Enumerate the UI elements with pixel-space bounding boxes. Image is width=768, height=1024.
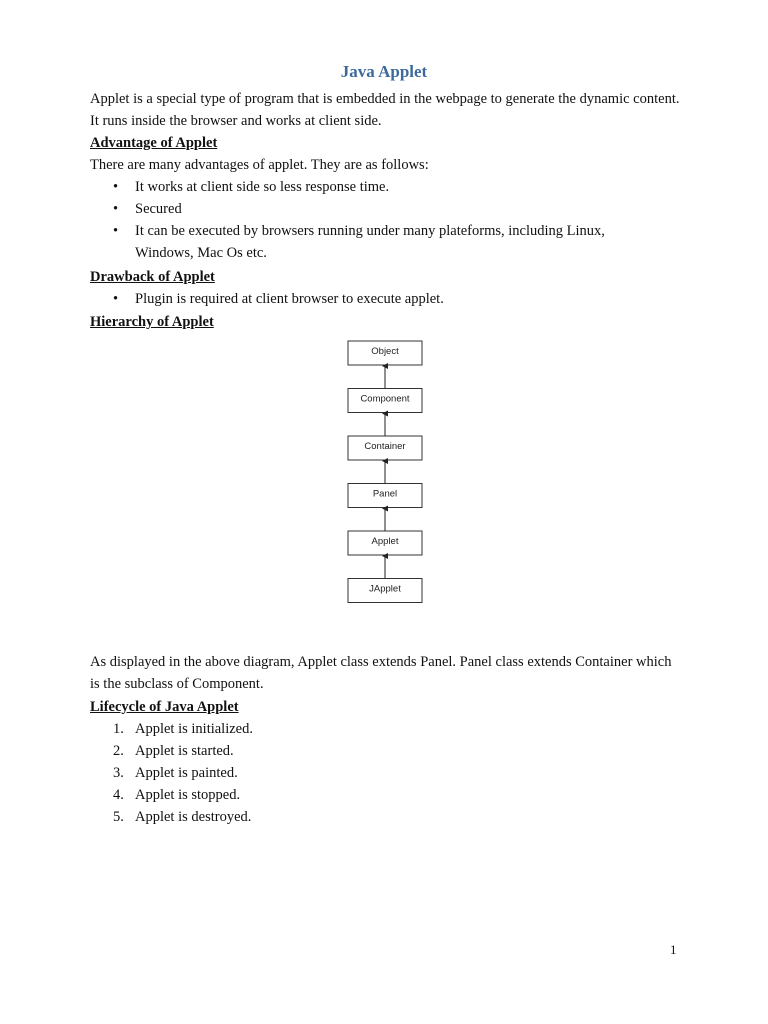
list-item bbox=[90, 784, 680, 806]
list-item bbox=[90, 740, 680, 762]
intro-paragraph: Applet is a special type of program that is embedded in the webpage to generate the dynamic content. It runs inside the browser and works at client side. bbox=[90, 91, 680, 129]
advantages-list bbox=[90, 176, 680, 264]
list-item: • It works at client side so less response time. bbox=[90, 176, 680, 198]
hierarchy-node bbox=[348, 579, 422, 603]
page-title: Java Applet bbox=[340, 62, 428, 81]
lifecycle-heading: Lifecycle of Java Applet bbox=[90, 699, 239, 715]
drawback-heading: Drawback of Applet bbox=[90, 269, 215, 285]
list-text: Applet is stopped. bbox=[135, 787, 241, 803]
hierarchy-node bbox=[348, 531, 422, 555]
hierarchy-node bbox=[348, 436, 422, 460]
advantage-heading: Advantage of Applet bbox=[90, 135, 218, 151]
hierarchy-diagram bbox=[330, 338, 440, 610]
list-number: 1. bbox=[113, 721, 124, 737]
list-item bbox=[90, 718, 680, 740]
hierarchy-label: JApplet bbox=[369, 583, 401, 595]
hierarchy-label: Applet bbox=[371, 536, 399, 547]
list-text: Applet is started. bbox=[135, 743, 234, 759]
list-text: Applet is initialized. bbox=[135, 721, 253, 737]
list-item bbox=[90, 806, 680, 828]
hierarchy-note: As displayed in the above diagram, Applet class extends Panel. Panel class extends Container which is the subclass of Component. bbox=[90, 654, 672, 692]
list-number: 4. bbox=[113, 787, 124, 803]
lifecycle-list bbox=[90, 718, 680, 828]
hierarchy-label: Container bbox=[364, 441, 406, 452]
list-item: • It can be executed by browsers running under many plateforms, including Linux, Windows, Mac Os etc. bbox=[90, 220, 680, 264]
list-number: 3. bbox=[113, 765, 124, 781]
page-number: 1 bbox=[670, 942, 677, 957]
list-text: Applet is destroyed. bbox=[135, 809, 252, 825]
drawbacks-list bbox=[90, 288, 680, 310]
hierarchy-node bbox=[348, 484, 422, 508]
list-item bbox=[90, 762, 680, 784]
list-item: • Plugin is required at client browser to execute applet. bbox=[90, 288, 680, 310]
hierarchy-label: Object bbox=[371, 346, 399, 357]
hierarchy-node bbox=[348, 389, 422, 413]
list-text: Applet is painted. bbox=[135, 765, 238, 781]
hierarchy-label: Component bbox=[360, 393, 410, 405]
list-number: 5. bbox=[113, 809, 124, 825]
hierarchy-node bbox=[348, 341, 422, 365]
list-number: 2. bbox=[113, 743, 124, 759]
advantage-intro: There are many advantages of applet. They are as follows: bbox=[90, 157, 429, 173]
hierarchy-label: Panel bbox=[372, 488, 398, 500]
list-item: • Secured bbox=[90, 198, 680, 220]
hierarchy-heading: Hierarchy of Applet bbox=[90, 314, 214, 330]
